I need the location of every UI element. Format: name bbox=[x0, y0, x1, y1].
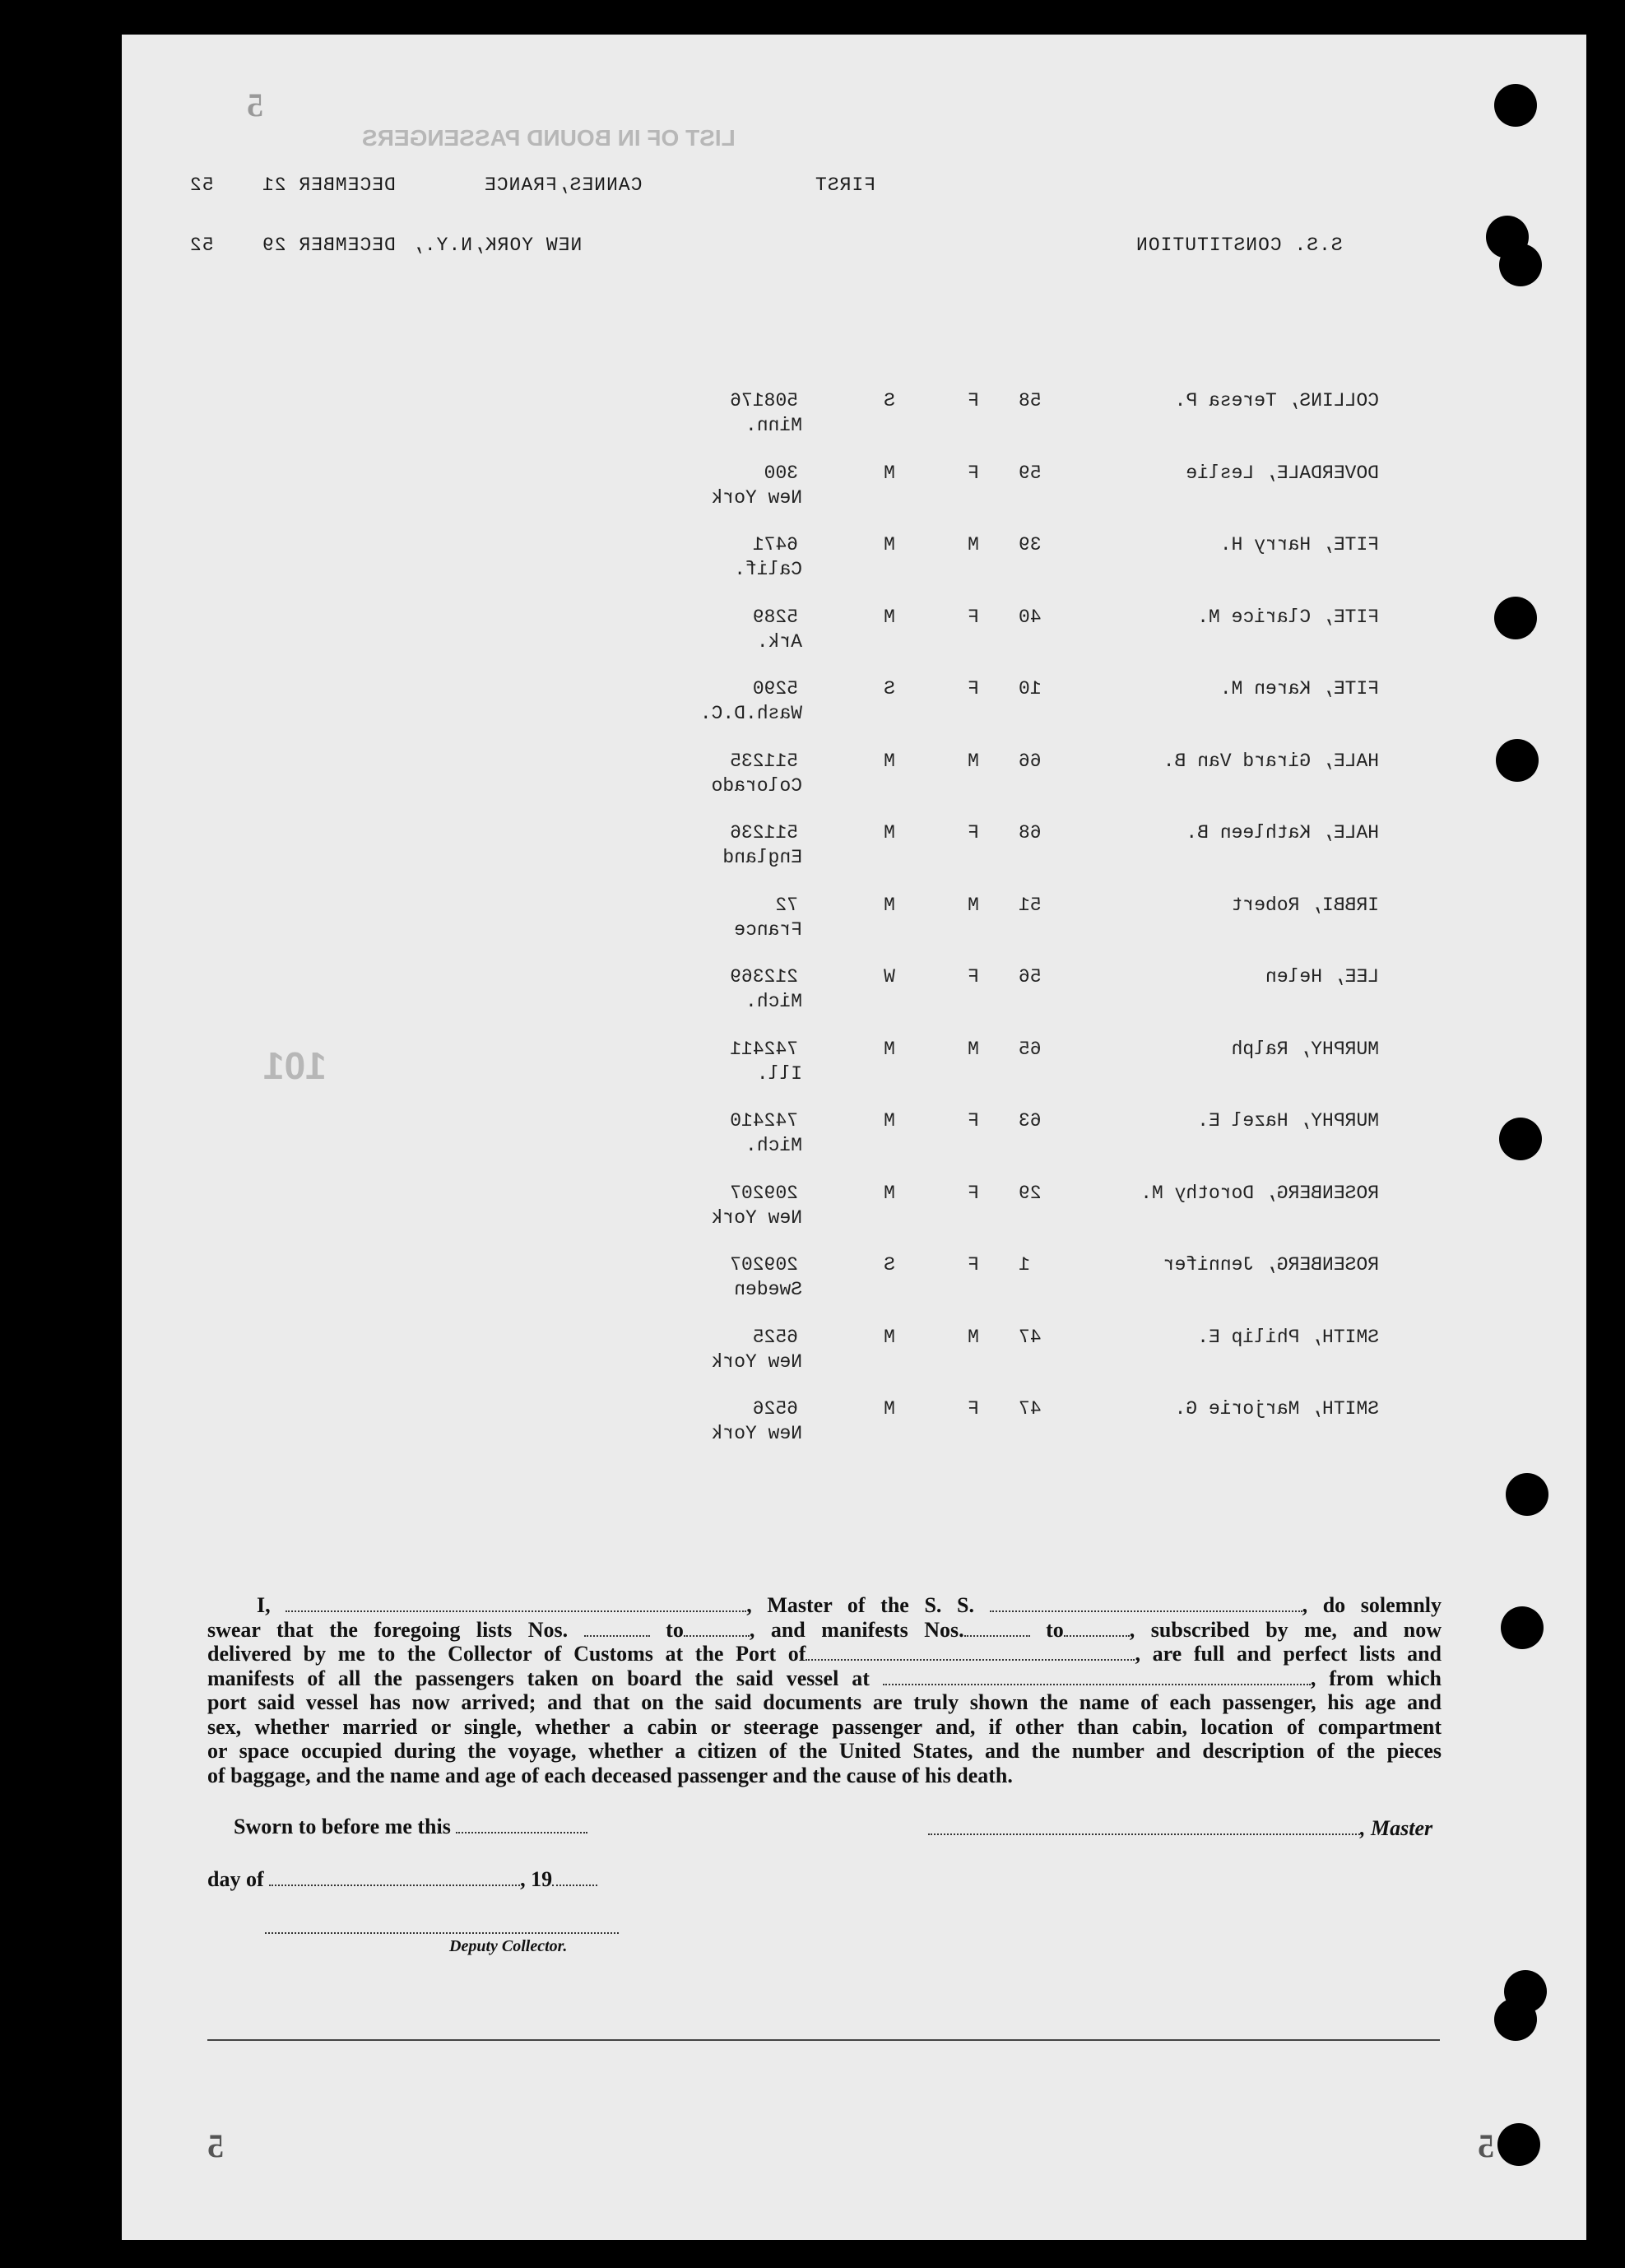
punch-hole-4 bbox=[1494, 597, 1537, 639]
passenger-name: FITE, Karen M. bbox=[1219, 678, 1379, 699]
passenger-name: HALE, Kathleen B. bbox=[1186, 822, 1379, 844]
passenger-name: SMITH, Marjorie G. bbox=[1174, 1398, 1379, 1420]
passenger-sex: M bbox=[968, 1326, 979, 1348]
passenger-name: COLLINS, Teresa P. bbox=[1174, 390, 1379, 411]
passenger-cert-number: 6471 bbox=[752, 534, 798, 555]
oath-line-1: I, , Master of the S. S. , do solemnly bbox=[257, 1593, 1442, 1617]
deputy-signature-line bbox=[265, 1932, 619, 1934]
passenger-name: FITE, Clarice M. bbox=[1197, 606, 1379, 628]
master-signature-line: , Master bbox=[928, 1816, 1432, 1841]
passenger-sex: F bbox=[968, 1110, 979, 1132]
passenger-cert-number: 209207 bbox=[730, 1182, 798, 1204]
passenger-marital-status: M bbox=[884, 822, 895, 844]
passenger-marital-status: M bbox=[884, 1038, 895, 1060]
manifest-page bbox=[122, 35, 1586, 2240]
passenger-sex: M bbox=[968, 534, 979, 555]
passenger-name: LEE, Helen bbox=[1265, 966, 1379, 988]
passenger-name: HALE, Girard Van B. bbox=[1163, 750, 1379, 772]
class-label: FIRST bbox=[815, 174, 876, 196]
passenger-marital-status: W bbox=[884, 966, 895, 988]
passenger-name: ROSENBERG, Dorothy M. bbox=[1140, 1182, 1379, 1204]
passenger-sex: F bbox=[968, 1182, 979, 1204]
passenger-sex: M bbox=[968, 1038, 979, 1060]
passenger-age: 40 bbox=[1019, 606, 1042, 628]
passenger-age: 51 bbox=[1019, 894, 1042, 916]
passenger-age: 59 bbox=[1019, 462, 1042, 484]
passenger-cert-number: 742411 bbox=[730, 1038, 798, 1060]
passenger-age: 47 bbox=[1019, 1398, 1042, 1420]
page-number-top: 5 bbox=[247, 86, 263, 123]
passenger-cert-number: 508176 bbox=[730, 390, 798, 411]
passenger-cert-number: 72 bbox=[775, 894, 798, 916]
passenger-residence: New York bbox=[711, 486, 802, 509]
passenger-name: SMITH, Philip E. bbox=[1197, 1326, 1379, 1348]
passenger-residence: New York bbox=[711, 1206, 802, 1229]
passenger-name: MURPHY, Hazel E. bbox=[1197, 1110, 1379, 1132]
passenger-age: 65 bbox=[1019, 1038, 1042, 1060]
passenger-marital-status: M bbox=[884, 1326, 895, 1348]
passenger-marital-status: M bbox=[884, 1398, 895, 1420]
passenger-residence: Mich. bbox=[745, 991, 802, 1012]
passenger-marital-status: S bbox=[884, 1254, 895, 1276]
passenger-residence: Mich. bbox=[745, 1135, 802, 1156]
faint-title: LIST OF IN BOUND PASSENGERS bbox=[362, 125, 736, 151]
departure-year: 52 bbox=[189, 174, 214, 196]
passenger-sex: F bbox=[968, 462, 979, 484]
passenger-residence: Colorado bbox=[711, 774, 802, 797]
passenger-sex: F bbox=[968, 966, 979, 988]
punch-hole-11 bbox=[1497, 2123, 1540, 2166]
departure-date: DECEMBER 21 bbox=[262, 174, 396, 196]
oath-line-5: port said vessel has now arrived; and that on the said documents are truly shown the name of each passenger, his age and bbox=[207, 1690, 1442, 1714]
passenger-marital-status: M bbox=[884, 534, 895, 555]
passenger-age: 56 bbox=[1019, 966, 1042, 988]
passenger-age: 39 bbox=[1019, 534, 1042, 555]
passenger-age: 68 bbox=[1019, 822, 1042, 844]
punch-hole-8 bbox=[1501, 1606, 1544, 1649]
passenger-residence: England bbox=[722, 847, 802, 868]
passenger-cert-number: 511236 bbox=[730, 822, 798, 844]
passenger-marital-status: S bbox=[884, 390, 895, 411]
faint-number: 101 bbox=[263, 1044, 327, 1087]
oath-text bbox=[207, 1593, 1442, 1787]
passenger-sex: F bbox=[968, 822, 979, 844]
passenger-cert-number: 5290 bbox=[752, 678, 798, 699]
passenger-name: IRBBI, Robert bbox=[1231, 894, 1379, 916]
passenger-age: 29 bbox=[1019, 1182, 1042, 1204]
passenger-name: FITE, Harry H. bbox=[1219, 534, 1379, 555]
passenger-sex: F bbox=[968, 606, 979, 628]
passenger-marital-status: M bbox=[884, 894, 895, 916]
departure-port: CANNES,FRANCE bbox=[484, 174, 643, 196]
passenger-name: MURPHY, Ralph bbox=[1231, 1038, 1379, 1060]
passenger-sex: F bbox=[968, 678, 979, 699]
passenger-age: 66 bbox=[1019, 750, 1042, 772]
passenger-marital-status: M bbox=[884, 1110, 895, 1132]
punch-hole-7 bbox=[1506, 1473, 1548, 1516]
page-number-bottom-left: 5 bbox=[207, 2127, 224, 2164]
oath-line-4: manifests of all the passengers taken on board the said vessel at , from which bbox=[207, 1666, 1442, 1690]
passenger-residence: Calif. bbox=[734, 559, 802, 580]
arrival-date: DECEMBER 29 bbox=[262, 235, 396, 256]
passenger-name: ROSENBERG, Jennifer bbox=[1163, 1254, 1379, 1276]
passenger-residence: New York bbox=[711, 1423, 802, 1444]
passenger-age: 47 bbox=[1019, 1326, 1042, 1348]
page-number-bottom-right: 5 bbox=[1478, 2127, 1494, 2164]
oath-line-2: swear that the foregoing lists Nos. to , and manifests Nos. to , subscribed by me, and now bbox=[207, 1617, 1442, 1642]
passenger-sex: M bbox=[968, 750, 979, 772]
deputy-collector-label: Deputy Collector. bbox=[449, 1937, 568, 1955]
oath-line-6: sex, whether married or single, whether a cabin or steerage passenger and, if other than cabin, location of compartment bbox=[207, 1714, 1442, 1739]
passenger-residence: New York bbox=[711, 1350, 802, 1373]
passenger-cert-number: 300 bbox=[764, 462, 798, 484]
passenger-cert-number: 742410 bbox=[730, 1110, 798, 1132]
passenger-residence: Wash.D.C. bbox=[699, 703, 802, 724]
vessel-name: S.S. CONSTITUTION bbox=[1135, 235, 1343, 256]
oath-line-7: or space occupied during the voyage, whether a citizen of the United States, and the number and description of the pieces bbox=[207, 1739, 1442, 1763]
oath-line-8: of baggage, and the name and age of each deceased passenger and the cause of his death. bbox=[207, 1763, 1013, 1787]
sworn-label: Sworn to before me this bbox=[234, 1815, 587, 1839]
passenger-name: DOVERDALE, Leslie bbox=[1186, 462, 1379, 484]
passenger-residence: Sweden bbox=[734, 1279, 802, 1300]
passenger-marital-status: S bbox=[884, 678, 895, 699]
passenger-cert-number: 6525 bbox=[752, 1326, 798, 1348]
passenger-age: 10 bbox=[1019, 678, 1042, 699]
passenger-sex: M bbox=[968, 894, 979, 916]
punch-hole-3 bbox=[1499, 244, 1542, 286]
oath-line-3: delivered by me to the Collector of Customs at the Port of , are full and perfect lists and bbox=[207, 1642, 1442, 1666]
arrival-port: NEW YORK,N.Y., bbox=[411, 235, 583, 256]
passenger-cert-number: 5289 bbox=[752, 606, 798, 628]
passenger-residence: Ark. bbox=[756, 630, 802, 653]
passenger-sex: F bbox=[968, 390, 979, 411]
passenger-residence: France bbox=[734, 918, 802, 941]
day-of-line: day of , 19 bbox=[207, 1867, 597, 1892]
passenger-marital-status: M bbox=[884, 606, 895, 628]
punch-hole-10 bbox=[1494, 1998, 1537, 2041]
passenger-cert-number: 511235 bbox=[730, 750, 798, 772]
passenger-sex: F bbox=[968, 1254, 979, 1276]
punch-hole-1 bbox=[1494, 84, 1537, 127]
passenger-marital-status: M bbox=[884, 1182, 895, 1204]
bottom-rule bbox=[207, 2039, 1440, 2041]
passenger-marital-status: M bbox=[884, 462, 895, 484]
passenger-sex: F bbox=[968, 1398, 979, 1420]
passenger-cert-number: 212369 bbox=[730, 966, 798, 988]
passenger-age: 1 bbox=[1019, 1254, 1030, 1276]
punch-hole-5 bbox=[1496, 739, 1539, 782]
passenger-residence: Minn. bbox=[745, 415, 802, 436]
passenger-age: 58 bbox=[1019, 390, 1042, 411]
punch-hole-6 bbox=[1499, 1118, 1542, 1160]
passenger-cert-number: 6526 bbox=[752, 1398, 798, 1420]
arrival-year: 52 bbox=[189, 235, 214, 256]
passenger-age: 63 bbox=[1019, 1110, 1042, 1132]
passenger-cert-number: 209207 bbox=[730, 1254, 798, 1276]
passenger-marital-status: M bbox=[884, 750, 895, 772]
passenger-residence: Ill. bbox=[756, 1062, 802, 1085]
